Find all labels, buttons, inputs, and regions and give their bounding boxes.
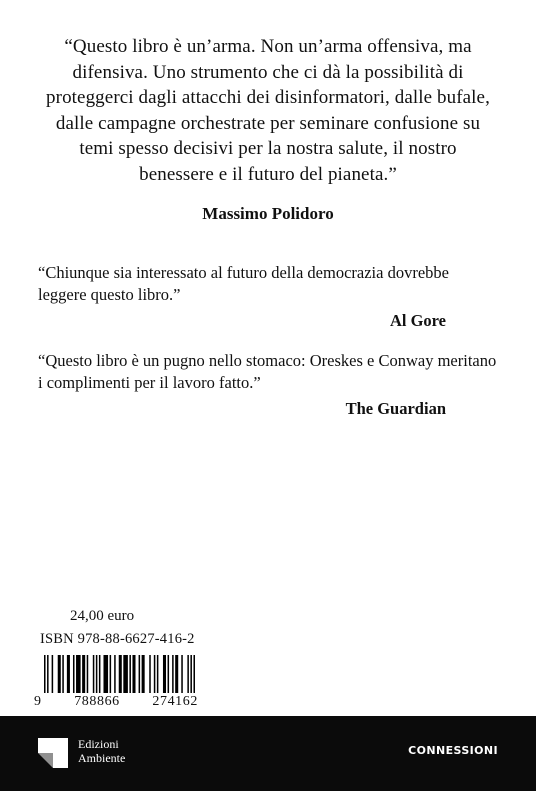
footer-band <box>0 716 536 791</box>
price: 24,00 euro <box>70 608 135 624</box>
author-polidoro: Massimo Polidoro <box>202 204 334 223</box>
author-guardian: The Guardian <box>345 399 446 418</box>
barcode-digits-left: 788866 <box>74 694 120 709</box>
imprint-name: CONNESSIONI <box>408 744 498 757</box>
barcode-digit-prefix: 9 <box>34 694 42 709</box>
quote-gore: “Chiunque sia interessato al futuro della democrazia dovrebbe leggere questo libro.” <box>38 263 449 304</box>
barcode-digits-right: 274162 <box>152 694 198 709</box>
barcode-digits <box>34 694 198 710</box>
isbn: ISBN 978-88-6627-416-2 <box>40 631 195 647</box>
author-gore: Al Gore <box>389 311 446 330</box>
publisher-name <box>78 737 125 765</box>
barcode <box>44 655 195 693</box>
publisher-logo-icon <box>38 738 68 768</box>
publisher-line1: Edizioni <box>78 737 119 751</box>
quote-guardian: “Questo libro è un pugno nello stomaco: Oreskes e Conway meritano i complimenti per il lavoro fatto.” <box>38 351 497 392</box>
quote-polidoro: “Questo libro è un’arma. Non un’arma offensiva, ma difensiva. Uno strumento che ci dà la possibilità di proteggerci dagli attacchi dei disinformatori, dalle bufale, dalle campagne orchestrate per seminare confusione su temi spesso decisivi per la nostra salute, il nostro benessere e il futuro del pianeta.” <box>46 36 490 185</box>
publisher-line2: Ambiente <box>78 751 126 765</box>
